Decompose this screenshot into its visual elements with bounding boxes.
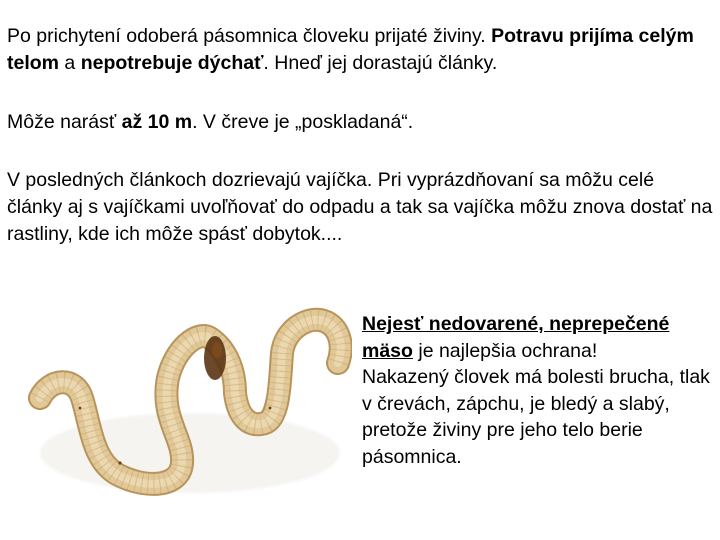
growth-text-2: . V čreve je „poskladaná“. bbox=[192, 111, 414, 133]
growth-text-1: Môže narásť bbox=[7, 111, 122, 133]
intro-bold-1: Potravu prijíma celým telom bbox=[7, 25, 694, 74]
intro-text-1: Po prichytení odoberá pásomnica človeku prijaté živiny. bbox=[7, 25, 492, 47]
advice-text-1: je najlepšia ochrana! bbox=[412, 339, 598, 362]
egg-segment-spot bbox=[204, 336, 226, 380]
tapeworm-photo bbox=[20, 258, 352, 540]
advice-bold: Nejesť nedovarené, neprepečené mäso bbox=[362, 313, 670, 362]
speck bbox=[118, 461, 121, 464]
intro-text-3: . Hneď jej dorastajú články. bbox=[263, 52, 498, 74]
intro-bold-2: nepotrebuje dýchať bbox=[80, 52, 264, 74]
advice-caption bbox=[362, 311, 714, 470]
speck bbox=[269, 407, 272, 410]
intro-paragraph bbox=[7, 23, 713, 77]
growth-bold-1: až 10 m bbox=[121, 111, 193, 133]
intro-text-2: a bbox=[59, 52, 81, 74]
advice-symptoms: Nakazený človek má bolesti brucha, tlak v črevách, zápchu, je bledý a slabý, pretože živiny pre jeho telo berie pásomnica. bbox=[362, 366, 710, 468]
eggs-paragraph: V posledných článkoch dozrievajú vajíčka. Pri vyprázdňovaní sa môžu celé články aj s vajíčkami uvoľňovať do odpadu a tak sa vajíčka môžu znova dostať na rastliny, kde ich môže spásť dobytok.... bbox=[7, 169, 713, 245]
growth-paragraph bbox=[7, 109, 713, 136]
advice-warning bbox=[362, 313, 669, 362]
egg-segment-spot-inner bbox=[212, 342, 222, 358]
speck bbox=[79, 407, 82, 410]
tapeworm-illustration bbox=[20, 258, 352, 540]
